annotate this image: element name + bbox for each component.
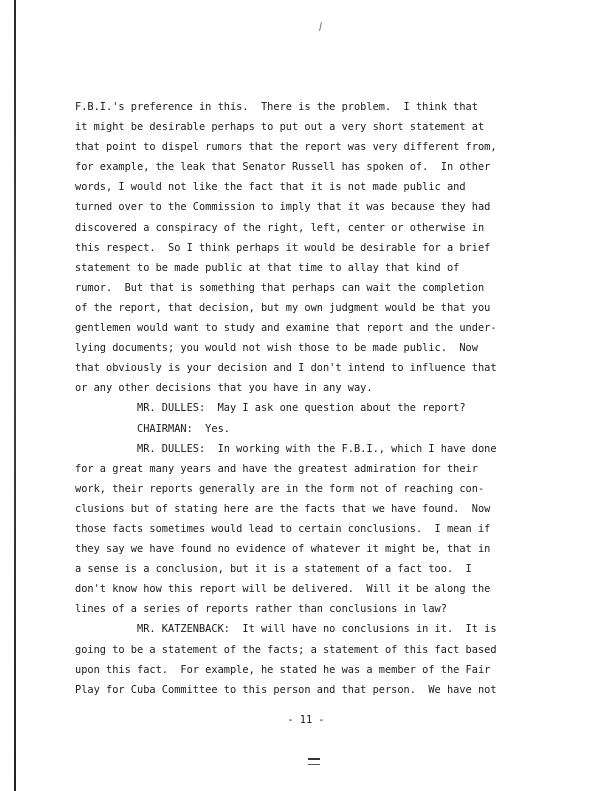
text-line: of the report, that decision, but my own judgment would be that you [75,301,491,314]
text-line: clusions but of stating here are the facts that we have found. Now [75,502,491,515]
text-line: Play for Cuba Committee to this person and that person. We have not [75,683,497,696]
text-line: that obviously is your decision and I don't intend to influence that [75,362,497,375]
bottom-mark [308,758,320,765]
page-number: - 11 - [287,714,325,726]
text-line: don't know how this report will be delivered. Will it be along the [75,583,491,596]
text-line: gentlemen would want to study and examine that report and the under- [75,322,497,335]
text-line: or any other decisions that you have in any way. [75,382,373,395]
text-line: that point to dispel rumors that the report was very different from, [75,141,497,154]
text-line: CHAIRMAN: Yes. [75,422,230,435]
text-line: words, I would not like the fact that it is not made public and [75,181,466,194]
text-line: MR. DULLES: In working with the F.B.I., which I have done [75,442,497,455]
text-line: upon this fact. For example, he stated he was a member of the Fair [75,663,491,676]
text-line: MR. KATZENBACK: It will have no conclusions in it. It is [75,623,497,636]
text-line: lines of a series of reports rather than conclusions in law? [75,603,447,616]
text-line: those facts sometimes would lead to certain conclusions. I mean if [75,522,491,535]
text-line: for example, the leak that Senator Russell has spoken of. In other [75,161,491,174]
text-line: work, their reports generally are in the form not of reaching con- [75,482,485,495]
text-line: they say we have found no evidence of whatever it might be, that in [75,543,491,556]
text-line: lying documents; you would not wish those to be made public. Now [75,342,478,355]
text-line: MR. DULLES: May I ask one question about the report? [75,402,466,415]
text-line: it might be desirable perhaps to put out a very short statement at [75,121,485,134]
text-line: discovered a conspiracy of the right, left, center or otherwise in [75,221,485,234]
stray-mark [319,22,322,31]
text-line: rumor. But that is something that perhaps can wait the completion [75,281,485,294]
text-line: for a great many years and have the greatest admiration for their [75,462,478,475]
text-line: statement to be made public at that time to allay that kind of [75,261,460,274]
transcript-body [75,97,555,700]
text-line: turned over to the Commission to imply that it was because they had [75,201,491,214]
text-line: a sense is a conclusion, but it is a statement of a fact too. I [75,563,472,576]
text-line: F.B.I.'s preference in this. There is the problem. I think that [75,101,478,113]
text-line: going to be a statement of the facts; a statement of this fact based [75,643,497,656]
scan-edge [14,0,16,791]
text-line: this respect. So I think perhaps it would be desirable for a brief [75,241,491,254]
